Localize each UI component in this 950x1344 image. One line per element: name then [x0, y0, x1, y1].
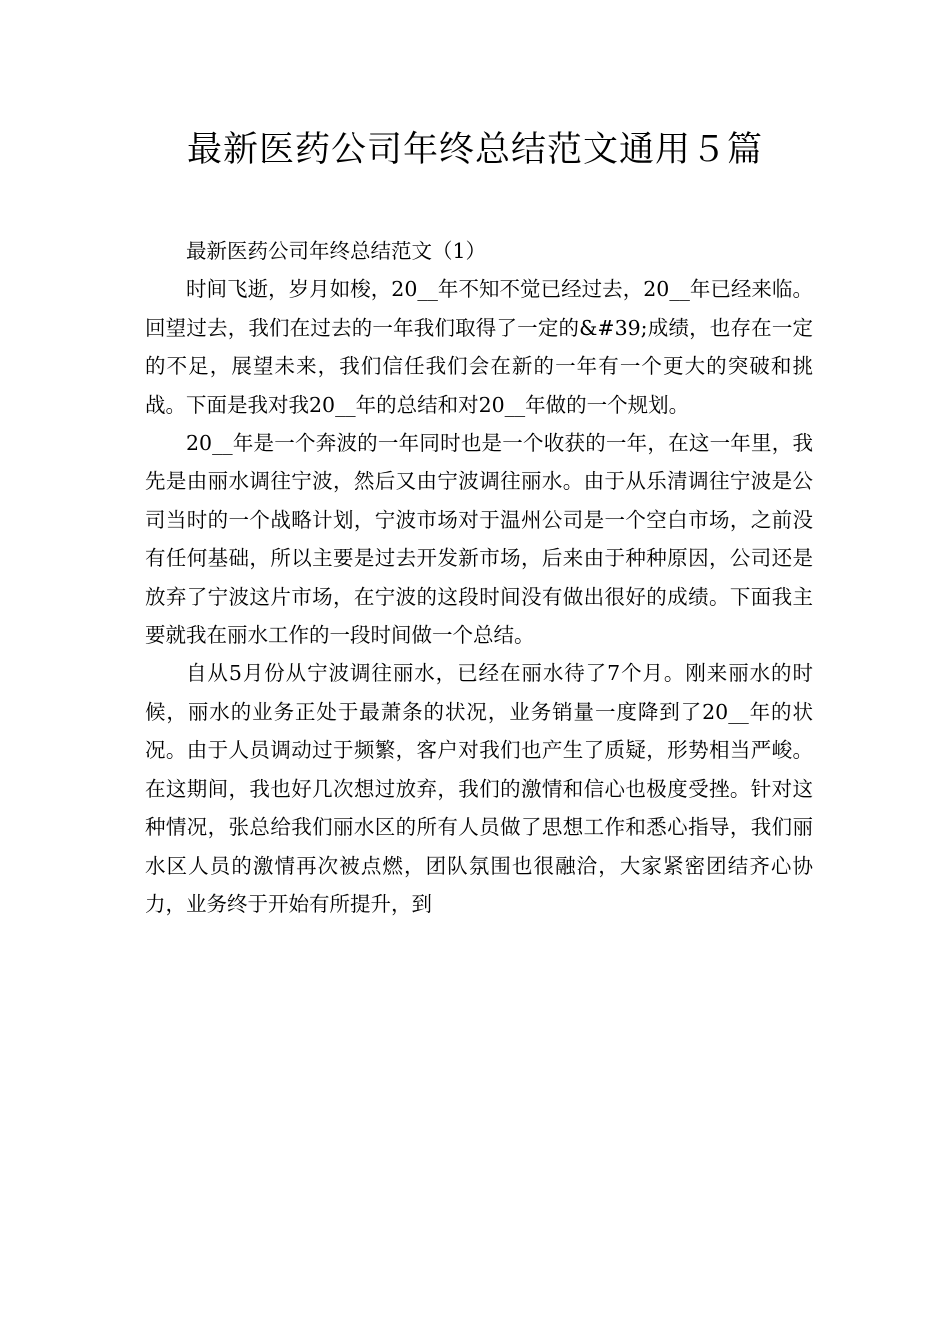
paragraph-2: 20__年是一个奔波的一年同时也是一个收获的一年，在这一年里，我先是由丽水调往宁波，然后又由宁波调往丽水。由于从乐清调往宁波是公司当时的一个战略计划，宁波市场对于温州公司是一个空白市场，之前没有任何基础，所以主要是过去开发新市场，后来由于种种原因，公司还是放弃了宁波这片市场，在宁波的这段时间没有做出很好的成绩。下面我主要就我在丽水工作的一段时间做一个总结。	[145, 431, 813, 648]
document-title: 最新医药公司年终总结范文通用５篇	[186, 130, 763, 170]
document-body	[145, 232, 813, 923]
section-heading: 最新医药公司年终总结范文（1）	[186, 239, 487, 263]
paragraph-1: 时间飞逝，岁月如梭，20__年不知不觉已经过去，20__年已经来临。回望过去，我们在过去的一年我们取得了一定的&#39;成绩，也存在一定的不足，展望未来，我们信任我们会在新的一年有一个更大的突破和挑战。下面是我对我20__年的总结和对20__年做的一个规划。	[145, 277, 813, 417]
paragraph-3: 自从5月份从宁波调往丽水，已经在丽水待了7个月。刚来丽水的时候，丽水的业务正处于最萧条的状况，业务销量一度降到了20__年的状况。由于人员调动过于频繁，客户对我们也产生了质疑，形势相当严峻。在这期间，我也好几次想过放弃，我们的激情和信心也极度受挫。针对这种情况，张总给我们丽水区的所有人员做了思想工作和悉心指导，我们丽水区人员的激情再次被点燃，团队氛围也很融洽，大家紧密团结齐心协力，业务终于开始有所提升，到	[145, 661, 813, 916]
